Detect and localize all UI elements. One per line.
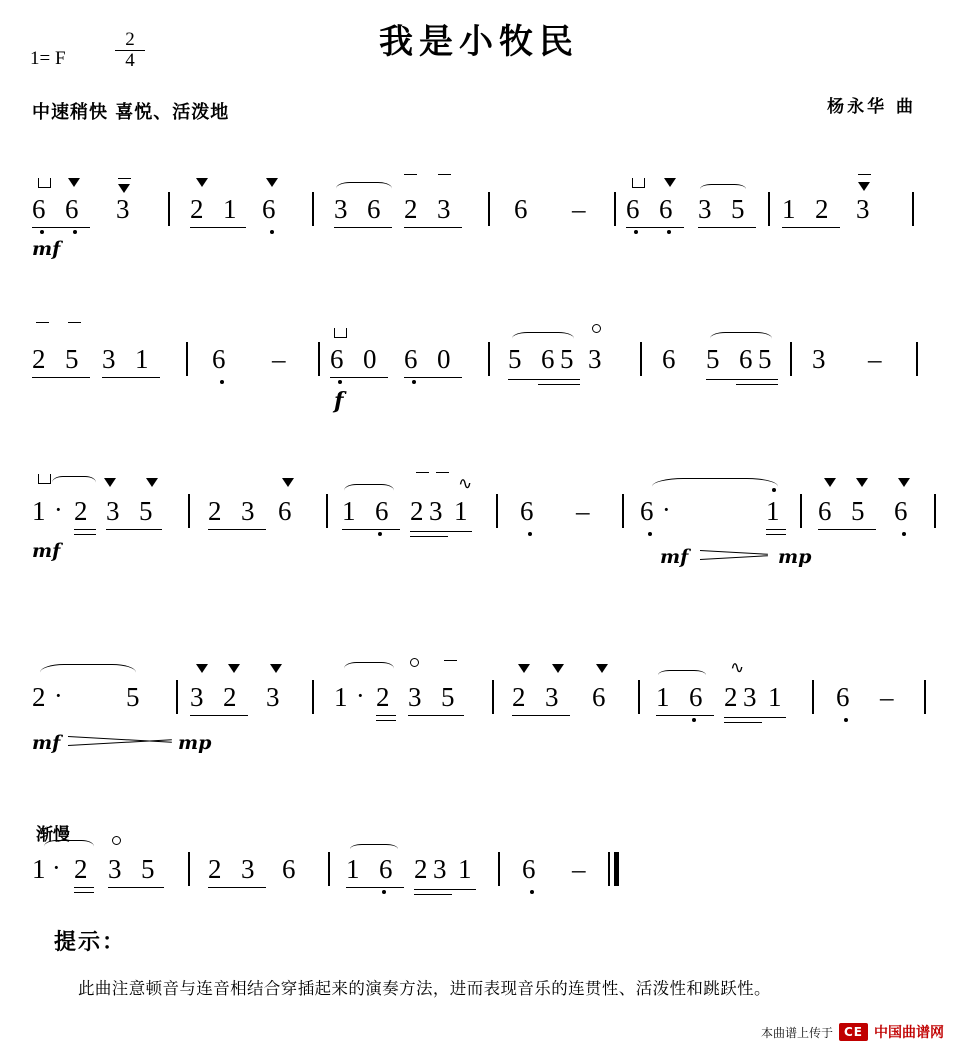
- up-bow-icon: [266, 178, 278, 187]
- note: 3: [116, 194, 130, 224]
- note: 2: [223, 682, 237, 712]
- key-signature: 1= F: [30, 48, 66, 69]
- beam-group: [342, 498, 400, 526]
- note-extension: –: [868, 344, 882, 374]
- note: 5: [758, 344, 772, 374]
- dotted-rhythm-dot: ·: [662, 495, 671, 524]
- note: 5: [141, 854, 155, 884]
- down-bow-icon: [38, 178, 51, 188]
- down-bow-icon: [632, 178, 645, 188]
- beam-group: [190, 196, 246, 224]
- note: 6: [894, 496, 908, 526]
- barline: [638, 680, 640, 714]
- mordent-icon: ∿: [458, 474, 473, 494]
- note: 3: [266, 682, 280, 712]
- beam-group: [108, 856, 164, 884]
- barline: [488, 342, 490, 376]
- slur: [350, 844, 398, 854]
- beam-group: [32, 196, 90, 224]
- tips-label: 提示：: [54, 930, 127, 955]
- beam-group: [190, 684, 248, 712]
- note: 6: [818, 496, 832, 526]
- note: 6: [330, 344, 344, 374]
- up-bow-icon: [664, 178, 676, 187]
- note: 6: [282, 854, 296, 884]
- up-bow-icon: [858, 182, 870, 191]
- note: 6: [375, 496, 389, 526]
- beam-group: [656, 684, 714, 712]
- note: 2: [404, 194, 418, 224]
- barline: [488, 192, 490, 226]
- octave-dot-high: [772, 488, 776, 492]
- octave-dot-low: [902, 532, 906, 536]
- barline: [176, 680, 178, 714]
- note: 2: [74, 854, 88, 884]
- barline: [188, 852, 190, 886]
- note: 6: [541, 344, 555, 374]
- beam-group: [74, 856, 94, 884]
- beam-group: [330, 346, 388, 374]
- barline: [186, 342, 188, 376]
- note: 2: [724, 682, 738, 712]
- diminuendo-hairpin: [700, 548, 768, 562]
- dotted-rhythm-dot: ·: [356, 681, 365, 710]
- barline: [622, 494, 624, 528]
- note: 1: [656, 682, 670, 712]
- slur: [44, 840, 94, 853]
- octave-dot-low: [692, 718, 696, 722]
- barline: [790, 342, 792, 376]
- octave-dot-low: [648, 532, 652, 536]
- music-system-2: [0, 310, 958, 420]
- note-extension: –: [272, 344, 286, 374]
- up-bow-icon: [270, 664, 282, 673]
- barline: [640, 342, 642, 376]
- note: 1: [135, 344, 149, 374]
- hairpin-end-dynamic: mp: [778, 546, 812, 568]
- barline: [318, 342, 320, 376]
- beam-group: [766, 498, 786, 526]
- note-extension: –: [880, 682, 894, 712]
- note: 3: [433, 854, 447, 884]
- up-bow-icon: [518, 664, 530, 673]
- slur: [344, 662, 394, 675]
- note: 6: [65, 194, 79, 224]
- up-bow-icon: [282, 478, 294, 487]
- note: 6: [379, 854, 393, 884]
- beam-group: [818, 498, 876, 526]
- note: 2: [512, 682, 526, 712]
- beam-group: [404, 196, 462, 224]
- tenuto-icon: [416, 472, 429, 473]
- beam-group: [508, 346, 580, 376]
- barline: [312, 192, 314, 226]
- note: 1: [223, 194, 237, 224]
- slur: [52, 476, 96, 489]
- tenuto-icon: [118, 178, 131, 179]
- diminuendo-hairpin: [68, 734, 172, 748]
- tenuto-icon: [36, 322, 49, 323]
- note: 3: [429, 496, 443, 526]
- note: 2: [32, 344, 46, 374]
- time-signature: [115, 30, 145, 71]
- dotted-rhythm-dot: ·: [54, 495, 63, 524]
- tempo-expression: 中速稍快 喜悦、活泼地: [32, 102, 230, 123]
- beam-group: [512, 684, 570, 712]
- rit-mark: 渐慢: [36, 825, 70, 845]
- note: 1: [334, 682, 348, 712]
- page-title: 我是小牧民: [379, 22, 579, 62]
- beam-group: [698, 196, 756, 224]
- note: 1: [782, 194, 796, 224]
- note: 5: [441, 682, 455, 712]
- harmonic-icon: [410, 658, 419, 667]
- note: 2: [208, 854, 222, 884]
- up-bow-icon: [824, 478, 836, 487]
- dotted-rhythm-dot: ·: [52, 853, 61, 882]
- time-signature-denominator: 4: [125, 49, 135, 71]
- note-extension: –: [572, 194, 586, 224]
- octave-dot-low: [220, 380, 224, 384]
- time-signature-numerator: 2: [115, 30, 145, 51]
- dynamic-f: f: [334, 388, 344, 414]
- music-system-4: [0, 648, 958, 758]
- note: 6: [626, 194, 640, 224]
- tenuto-icon: [444, 660, 457, 661]
- up-bow-icon: [898, 478, 910, 487]
- note: 5: [139, 496, 153, 526]
- beam-group: [208, 498, 266, 526]
- tenuto-icon: [404, 174, 417, 175]
- note: 1: [32, 854, 46, 884]
- barline: [924, 680, 926, 714]
- slur: [652, 478, 778, 495]
- credit-text: 本曲谱上传于: [760, 1025, 833, 1040]
- note: 3: [437, 194, 451, 224]
- octave-dot-low: [634, 230, 638, 234]
- up-bow-icon: [104, 478, 116, 487]
- octave-dot-low: [844, 718, 848, 722]
- note: 1: [458, 854, 472, 884]
- note: 6: [592, 682, 606, 712]
- note: 3: [108, 854, 122, 884]
- note: 6: [640, 496, 654, 526]
- tenuto-icon: [436, 472, 449, 473]
- beam-group: [414, 856, 476, 886]
- note: 3: [545, 682, 559, 712]
- up-bow-icon: [856, 478, 868, 487]
- note: 2: [190, 194, 204, 224]
- note: 5: [65, 344, 79, 374]
- beam-group: [334, 196, 392, 224]
- note: 1: [766, 496, 780, 526]
- harmonic-icon: [592, 324, 601, 333]
- note: 6: [32, 194, 46, 224]
- note: 3: [743, 682, 757, 712]
- note: 5: [508, 344, 522, 374]
- note: 6: [367, 194, 381, 224]
- note: 3: [408, 682, 422, 712]
- barline: [168, 192, 170, 226]
- octave-dot-low: [73, 230, 77, 234]
- note: 1: [454, 496, 468, 526]
- beam-group: [346, 856, 404, 884]
- slur: [40, 664, 136, 681]
- note: 3: [698, 194, 712, 224]
- barline: [800, 494, 802, 528]
- beam-group: [408, 684, 464, 712]
- music-system-5: [0, 820, 958, 930]
- beam-group: [106, 498, 162, 526]
- up-bow-icon: [196, 178, 208, 187]
- note: 6: [520, 496, 534, 526]
- octave-dot-low: [667, 230, 671, 234]
- down-bow-icon: [38, 474, 51, 484]
- note: 6: [262, 194, 276, 224]
- octave-dot-low: [270, 230, 274, 234]
- tenuto-icon: [858, 174, 871, 175]
- barline: [912, 192, 914, 226]
- note: 3: [241, 854, 255, 884]
- music-system-1: [0, 160, 958, 270]
- note-extension: –: [576, 496, 590, 526]
- octave-dot-low: [378, 532, 382, 536]
- note: 2: [208, 496, 222, 526]
- note: 3: [190, 682, 204, 712]
- note: 6: [739, 344, 753, 374]
- note: 1: [346, 854, 360, 884]
- note: 3: [588, 344, 602, 374]
- note: 6: [836, 682, 850, 712]
- note: 2: [376, 682, 390, 712]
- barline: [812, 680, 814, 714]
- note: 5: [126, 682, 140, 712]
- note: 1: [342, 496, 356, 526]
- note: 3: [102, 344, 116, 374]
- note: 1: [32, 496, 46, 526]
- mordent-icon: ∿: [730, 658, 745, 678]
- beam-group: [32, 346, 90, 374]
- up-bow-icon: [196, 664, 208, 673]
- slur: [658, 670, 706, 680]
- note: 2: [32, 682, 46, 712]
- note-rest: 0: [437, 344, 451, 374]
- octave-dot-low: [40, 230, 44, 234]
- note: 1: [768, 682, 782, 712]
- up-bow-icon: [146, 478, 158, 487]
- note: 3: [856, 194, 870, 224]
- note: 3: [812, 344, 826, 374]
- music-system-3: [0, 462, 958, 572]
- tenuto-icon: [68, 322, 81, 323]
- note: 2: [410, 496, 424, 526]
- note: 3: [241, 496, 255, 526]
- site-credit: [761, 1022, 944, 1042]
- note: 6: [212, 344, 226, 374]
- dotted-rhythm-dot: ·: [54, 681, 63, 710]
- tips-text: 此曲注意顿音与连音相结合穿插起来的演奏方法，进而表现音乐的连贯性、活泼性和跳跃性。: [78, 979, 771, 998]
- beam-group: [782, 196, 840, 224]
- note-rest: 0: [363, 344, 377, 374]
- dynamic-mf: mf: [32, 540, 61, 562]
- note: 6: [689, 682, 703, 712]
- barline: [934, 494, 936, 528]
- beam-group: [74, 498, 96, 526]
- harmonic-icon: [112, 836, 121, 845]
- site-logo-icon: CE: [839, 1023, 868, 1041]
- barline: [916, 342, 918, 376]
- hairpin-end-dynamic: mp: [178, 732, 212, 754]
- beam-group: [376, 684, 396, 712]
- beam-group: [626, 196, 684, 224]
- beam-group: [724, 684, 786, 714]
- note: 5: [731, 194, 745, 224]
- note: 5: [560, 344, 574, 374]
- octave-dot-low: [530, 890, 534, 894]
- tenuto-icon: [438, 174, 451, 175]
- note: 3: [106, 496, 120, 526]
- up-bow-icon: [228, 664, 240, 673]
- note: 6: [514, 194, 528, 224]
- note: 6: [522, 854, 536, 884]
- beam-group: [404, 346, 462, 374]
- note: 2: [414, 854, 428, 884]
- octave-dot-low: [528, 532, 532, 536]
- note: 6: [278, 496, 292, 526]
- note: 6: [662, 344, 676, 374]
- up-bow-icon: [596, 664, 608, 673]
- barline: [492, 680, 494, 714]
- barline: [768, 192, 770, 226]
- site-name: 中国曲谱网: [874, 1025, 944, 1041]
- barline: [188, 494, 190, 528]
- composer-credit: 杨永华 曲: [827, 97, 916, 117]
- barline: [328, 852, 330, 886]
- note: 6: [659, 194, 673, 224]
- barline: [496, 494, 498, 528]
- note: 5: [706, 344, 720, 374]
- beam-group: [208, 856, 266, 884]
- up-bow-icon: [68, 178, 80, 187]
- note: 2: [74, 496, 88, 526]
- up-bow-icon: [552, 664, 564, 673]
- dynamic-mf: mf: [32, 238, 61, 260]
- down-bow-icon: [334, 328, 347, 338]
- note: 5: [851, 496, 865, 526]
- beam-group: [410, 498, 472, 528]
- note: 2: [815, 194, 829, 224]
- barline: [498, 852, 500, 886]
- note: 6: [404, 344, 418, 374]
- barline: [326, 494, 328, 528]
- hairpin-start-dynamic: mf: [32, 732, 61, 754]
- octave-dot-low: [338, 380, 342, 384]
- barline: [312, 680, 314, 714]
- octave-dot-low: [412, 380, 416, 384]
- note-extension: –: [572, 854, 586, 884]
- beam-group: [706, 346, 778, 376]
- up-bow-icon: [118, 184, 130, 193]
- slur: [700, 184, 746, 194]
- note: 3: [334, 194, 348, 224]
- hairpin-start-dynamic: mf: [660, 546, 689, 568]
- barline: [614, 192, 616, 226]
- beam-group: [102, 346, 160, 374]
- octave-dot-low: [382, 890, 386, 894]
